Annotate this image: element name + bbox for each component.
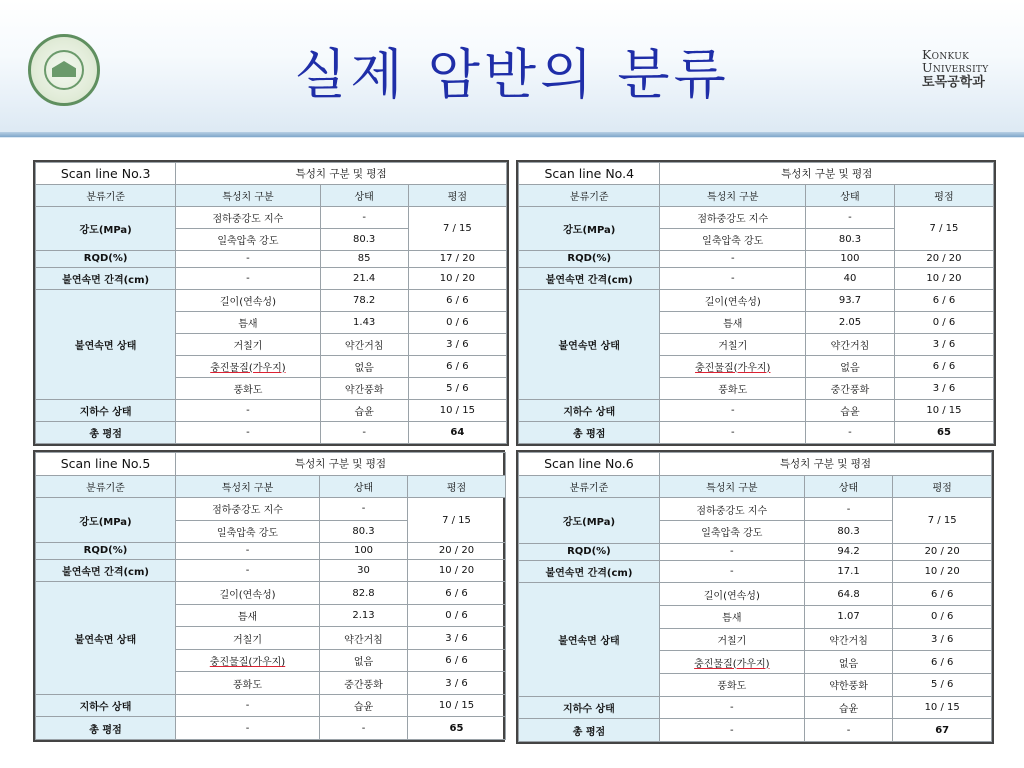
weathering-label: 풍화도 bbox=[176, 377, 320, 399]
infill-label-text: 충진물질(가우지) bbox=[209, 657, 286, 669]
point-load-label: 점하중강도 지수 bbox=[660, 207, 806, 229]
spacing-state: 21.4 bbox=[320, 267, 408, 289]
infill-state: 없음 bbox=[804, 651, 893, 674]
roughness-score: 3 / 6 bbox=[893, 628, 992, 651]
ucs-label: 일축압축 강도 bbox=[659, 520, 804, 543]
groundwater-score: 10 / 15 bbox=[408, 694, 506, 717]
rqd-score: 20 / 20 bbox=[408, 543, 506, 560]
header-score: 평점 bbox=[408, 185, 506, 207]
roughness-state: 약간거침 bbox=[320, 333, 408, 355]
groundwater-state: 습윤 bbox=[320, 399, 408, 421]
strength-score: 7 / 15 bbox=[893, 498, 992, 543]
roughness-label: 거칠기 bbox=[176, 627, 320, 650]
groundwater-state: 습윤 bbox=[804, 696, 893, 719]
header-score: 평점 bbox=[893, 475, 992, 498]
aperture-score: 0 / 6 bbox=[408, 311, 506, 333]
spacing-state: 17.1 bbox=[804, 560, 893, 583]
spacing-feature: - bbox=[660, 267, 806, 289]
groundwater-label: 지하수 상태 bbox=[519, 696, 660, 719]
groundwater-label: 지하수 상태 bbox=[36, 399, 176, 421]
spacing-score: 10 / 20 bbox=[408, 267, 506, 289]
roughness-score: 3 / 6 bbox=[894, 333, 993, 355]
weathering-state: 약한풍화 bbox=[804, 673, 893, 696]
spacing-score: 10 / 20 bbox=[894, 267, 993, 289]
strength-label: 강도(MPa) bbox=[519, 207, 660, 251]
infill-label-text: 충진물질(가우지) bbox=[210, 362, 286, 374]
rqd-feature: - bbox=[176, 251, 320, 268]
condition-label: 불연속면 상태 bbox=[36, 582, 176, 695]
weathering-state: 약간풍화 bbox=[320, 377, 408, 399]
scan-line-table-3 bbox=[33, 450, 505, 742]
total-feature: - bbox=[176, 421, 320, 443]
logo-line-1: Konkuk bbox=[922, 47, 970, 62]
scan-line-table-2 bbox=[516, 160, 996, 446]
infill-state: 없음 bbox=[320, 355, 408, 377]
aperture-label: 틈새 bbox=[176, 604, 320, 627]
length-label: 길이(연속성) bbox=[176, 289, 320, 311]
groundwater-score: 10 / 15 bbox=[408, 399, 506, 421]
spacing-state: 40 bbox=[806, 267, 895, 289]
aperture-state: 2.05 bbox=[806, 311, 895, 333]
ucs-state: 80.3 bbox=[806, 229, 895, 251]
rqd-score: 20 / 20 bbox=[893, 543, 992, 560]
roughness-state: 약간거침 bbox=[804, 628, 893, 651]
total-score: 65 bbox=[894, 421, 993, 443]
rqd-score: 20 / 20 bbox=[894, 251, 993, 268]
weathering-score: 5 / 6 bbox=[893, 673, 992, 696]
strength-label: 강도(MPa) bbox=[519, 498, 660, 543]
weathering-score: 5 / 6 bbox=[408, 377, 506, 399]
header-feature: 특성치 구분 bbox=[659, 475, 804, 498]
infill-label-text: 충진물질(가우지) bbox=[695, 362, 771, 374]
spacing-feature: - bbox=[659, 560, 804, 583]
strength-score: 7 / 15 bbox=[408, 207, 506, 251]
groundwater-label: 지하수 상태 bbox=[519, 399, 660, 421]
strength-label: 강도(MPa) bbox=[36, 207, 176, 251]
spacing-state: 30 bbox=[320, 559, 408, 582]
header-criteria: 분류기준 bbox=[36, 475, 176, 498]
roughness-score: 3 / 6 bbox=[408, 333, 506, 355]
total-feature: - bbox=[660, 421, 806, 443]
groundwater-feature: - bbox=[176, 694, 320, 717]
header-feature: 특성치 구분 bbox=[660, 185, 806, 207]
strength-label: 강도(MPa) bbox=[36, 498, 176, 543]
header-divider bbox=[0, 132, 1024, 137]
condition-label: 불연속면 상태 bbox=[519, 583, 660, 696]
ucs-state: 80.3 bbox=[320, 229, 408, 251]
spacing-label: 불연속면 간격(cm) bbox=[36, 559, 176, 582]
infill-score: 6 / 6 bbox=[408, 649, 506, 672]
point-load-state: - bbox=[806, 207, 895, 229]
length-score: 6 / 6 bbox=[894, 289, 993, 311]
aperture-label: 틈새 bbox=[659, 605, 804, 628]
weathering-score: 3 / 6 bbox=[408, 672, 506, 695]
table-top-header: 특성치 구분 및 평점 bbox=[176, 453, 506, 476]
infill-score: 6 / 6 bbox=[893, 651, 992, 674]
scan-line-table-4 bbox=[516, 450, 994, 744]
spacing-label: 불연속면 간격(cm) bbox=[519, 560, 660, 583]
groundwater-state: 습윤 bbox=[806, 399, 895, 421]
rqd-state: 85 bbox=[320, 251, 408, 268]
point-load-state: - bbox=[320, 498, 408, 521]
total-feature: - bbox=[176, 717, 320, 740]
header-state: 상태 bbox=[320, 475, 408, 498]
rqd-state: 94.2 bbox=[804, 543, 893, 560]
groundwater-feature: - bbox=[176, 399, 320, 421]
weathering-state: 중간풍화 bbox=[320, 672, 408, 695]
length-state: 78.2 bbox=[320, 289, 408, 311]
header-criteria: 분류기준 bbox=[519, 475, 660, 498]
aperture-state: 2.13 bbox=[320, 604, 408, 627]
rqd-state: 100 bbox=[806, 251, 895, 268]
length-label: 길이(연속성) bbox=[660, 289, 806, 311]
header-state: 상태 bbox=[320, 185, 408, 207]
length-label: 길이(연속성) bbox=[176, 582, 320, 605]
aperture-score: 0 / 6 bbox=[893, 605, 992, 628]
logo-line-2: University bbox=[922, 60, 989, 76]
infill-state: 없음 bbox=[806, 355, 895, 377]
infill-label-text: 충진물질(가우지) bbox=[694, 658, 770, 670]
total-state: - bbox=[320, 717, 408, 740]
total-score: 67 bbox=[893, 719, 992, 742]
roughness-state: 약간거침 bbox=[806, 333, 895, 355]
total-label: 총 평점 bbox=[36, 717, 176, 740]
weathering-label: 풍화도 bbox=[660, 377, 806, 399]
logo-line-3: 토목공학과 bbox=[922, 75, 985, 91]
rqd-feature: - bbox=[659, 543, 804, 560]
table-top-header: 특성치 구분 및 평점 bbox=[660, 163, 994, 185]
length-label: 길이(연속성) bbox=[659, 583, 804, 606]
infill-score: 6 / 6 bbox=[894, 355, 993, 377]
point-load-label: 점하중강도 지수 bbox=[176, 498, 320, 521]
total-score: 64 bbox=[408, 421, 506, 443]
roughness-label: 거칠기 bbox=[660, 333, 806, 355]
weathering-score: 3 / 6 bbox=[894, 377, 993, 399]
spacing-feature: - bbox=[176, 267, 320, 289]
scan-line-title: Scan line No.4 bbox=[519, 163, 660, 185]
ucs-label: 일축압축 강도 bbox=[176, 229, 320, 251]
infill-label bbox=[176, 649, 320, 672]
spacing-feature: - bbox=[176, 559, 320, 582]
aperture-state: 1.07 bbox=[804, 605, 893, 628]
aperture-score: 0 / 6 bbox=[408, 604, 506, 627]
spacing-score: 10 / 20 bbox=[893, 560, 992, 583]
aperture-label: 틈새 bbox=[176, 311, 320, 333]
point-load-state: - bbox=[804, 498, 893, 521]
roughness-score: 3 / 6 bbox=[408, 627, 506, 650]
total-label: 총 평점 bbox=[36, 421, 176, 443]
scan-line-title: Scan line No.5 bbox=[36, 453, 176, 476]
rqd-label: RQD(%) bbox=[36, 543, 176, 560]
total-state: - bbox=[806, 421, 895, 443]
length-state: 64.8 bbox=[804, 583, 893, 606]
weathering-label: 풍화도 bbox=[176, 672, 320, 695]
spacing-label: 불연속면 간격(cm) bbox=[36, 267, 176, 289]
total-score: 65 bbox=[408, 717, 506, 740]
header-feature: 특성치 구분 bbox=[176, 185, 320, 207]
rqd-state: 100 bbox=[320, 543, 408, 560]
length-score: 6 / 6 bbox=[408, 289, 506, 311]
header-score: 평점 bbox=[894, 185, 993, 207]
strength-score: 7 / 15 bbox=[894, 207, 993, 251]
scan-line-table-1 bbox=[33, 160, 509, 446]
length-score: 6 / 6 bbox=[408, 582, 506, 605]
total-feature: - bbox=[659, 719, 804, 742]
total-state: - bbox=[804, 719, 893, 742]
condition-label: 불연속면 상태 bbox=[519, 289, 660, 399]
header-state: 상태 bbox=[804, 475, 893, 498]
length-state: 93.7 bbox=[806, 289, 895, 311]
rqd-feature: - bbox=[660, 251, 806, 268]
rqd-score: 17 / 20 bbox=[408, 251, 506, 268]
header-criteria: 분류기준 bbox=[519, 185, 660, 207]
rqd-feature: - bbox=[176, 543, 320, 560]
header-score: 평점 bbox=[408, 475, 506, 498]
header-criteria: 분류기준 bbox=[36, 185, 176, 207]
point-load-label: 점하중강도 지수 bbox=[176, 207, 320, 229]
roughness-label: 거칠기 bbox=[176, 333, 320, 355]
page-title: 실제 암반의 분류 bbox=[294, 43, 730, 106]
spacing-label: 불연속면 간격(cm) bbox=[519, 267, 660, 289]
weathering-state: 중간풍화 bbox=[806, 377, 895, 399]
infill-label bbox=[660, 355, 806, 377]
condition-label: 불연속면 상태 bbox=[36, 289, 176, 399]
department-logo bbox=[922, 48, 1012, 90]
spacing-score: 10 / 20 bbox=[408, 559, 506, 582]
groundwater-score: 10 / 15 bbox=[893, 696, 992, 719]
aperture-label: 틈새 bbox=[660, 311, 806, 333]
roughness-label: 거칠기 bbox=[659, 628, 804, 651]
groundwater-feature: - bbox=[660, 399, 806, 421]
aperture-state: 1.43 bbox=[320, 311, 408, 333]
roughness-state: 약간거침 bbox=[320, 627, 408, 650]
ucs-label: 일축압축 강도 bbox=[176, 520, 320, 543]
rqd-label: RQD(%) bbox=[36, 251, 176, 268]
groundwater-score: 10 / 15 bbox=[894, 399, 993, 421]
groundwater-feature: - bbox=[659, 696, 804, 719]
strength-score: 7 / 15 bbox=[408, 498, 506, 543]
total-label: 총 평점 bbox=[519, 719, 660, 742]
total-label: 총 평점 bbox=[519, 421, 660, 443]
rqd-label: RQD(%) bbox=[519, 543, 660, 560]
table-top-header: 특성치 구분 및 평점 bbox=[659, 453, 991, 476]
point-load-label: 점하중강도 지수 bbox=[659, 498, 804, 521]
header-feature: 특성치 구분 bbox=[176, 475, 320, 498]
length-state: 82.8 bbox=[320, 582, 408, 605]
scan-line-title: Scan line No.3 bbox=[36, 163, 176, 185]
rqd-label: RQD(%) bbox=[519, 251, 660, 268]
length-score: 6 / 6 bbox=[893, 583, 992, 606]
infill-state: 없음 bbox=[320, 649, 408, 672]
scan-line-title: Scan line No.6 bbox=[519, 453, 660, 476]
ucs-label: 일축압축 강도 bbox=[660, 229, 806, 251]
ucs-state: 80.3 bbox=[320, 520, 408, 543]
groundwater-label: 지하수 상태 bbox=[36, 694, 176, 717]
infill-label bbox=[176, 355, 320, 377]
header-state: 상태 bbox=[806, 185, 895, 207]
ucs-state: 80.3 bbox=[804, 520, 893, 543]
total-state: - bbox=[320, 421, 408, 443]
table-top-header: 특성치 구분 및 평점 bbox=[176, 163, 507, 185]
aperture-score: 0 / 6 bbox=[894, 311, 993, 333]
weathering-label: 풍화도 bbox=[659, 673, 804, 696]
point-load-state: - bbox=[320, 207, 408, 229]
groundwater-state: 습윤 bbox=[320, 694, 408, 717]
infill-label bbox=[659, 651, 804, 674]
infill-score: 6 / 6 bbox=[408, 355, 506, 377]
